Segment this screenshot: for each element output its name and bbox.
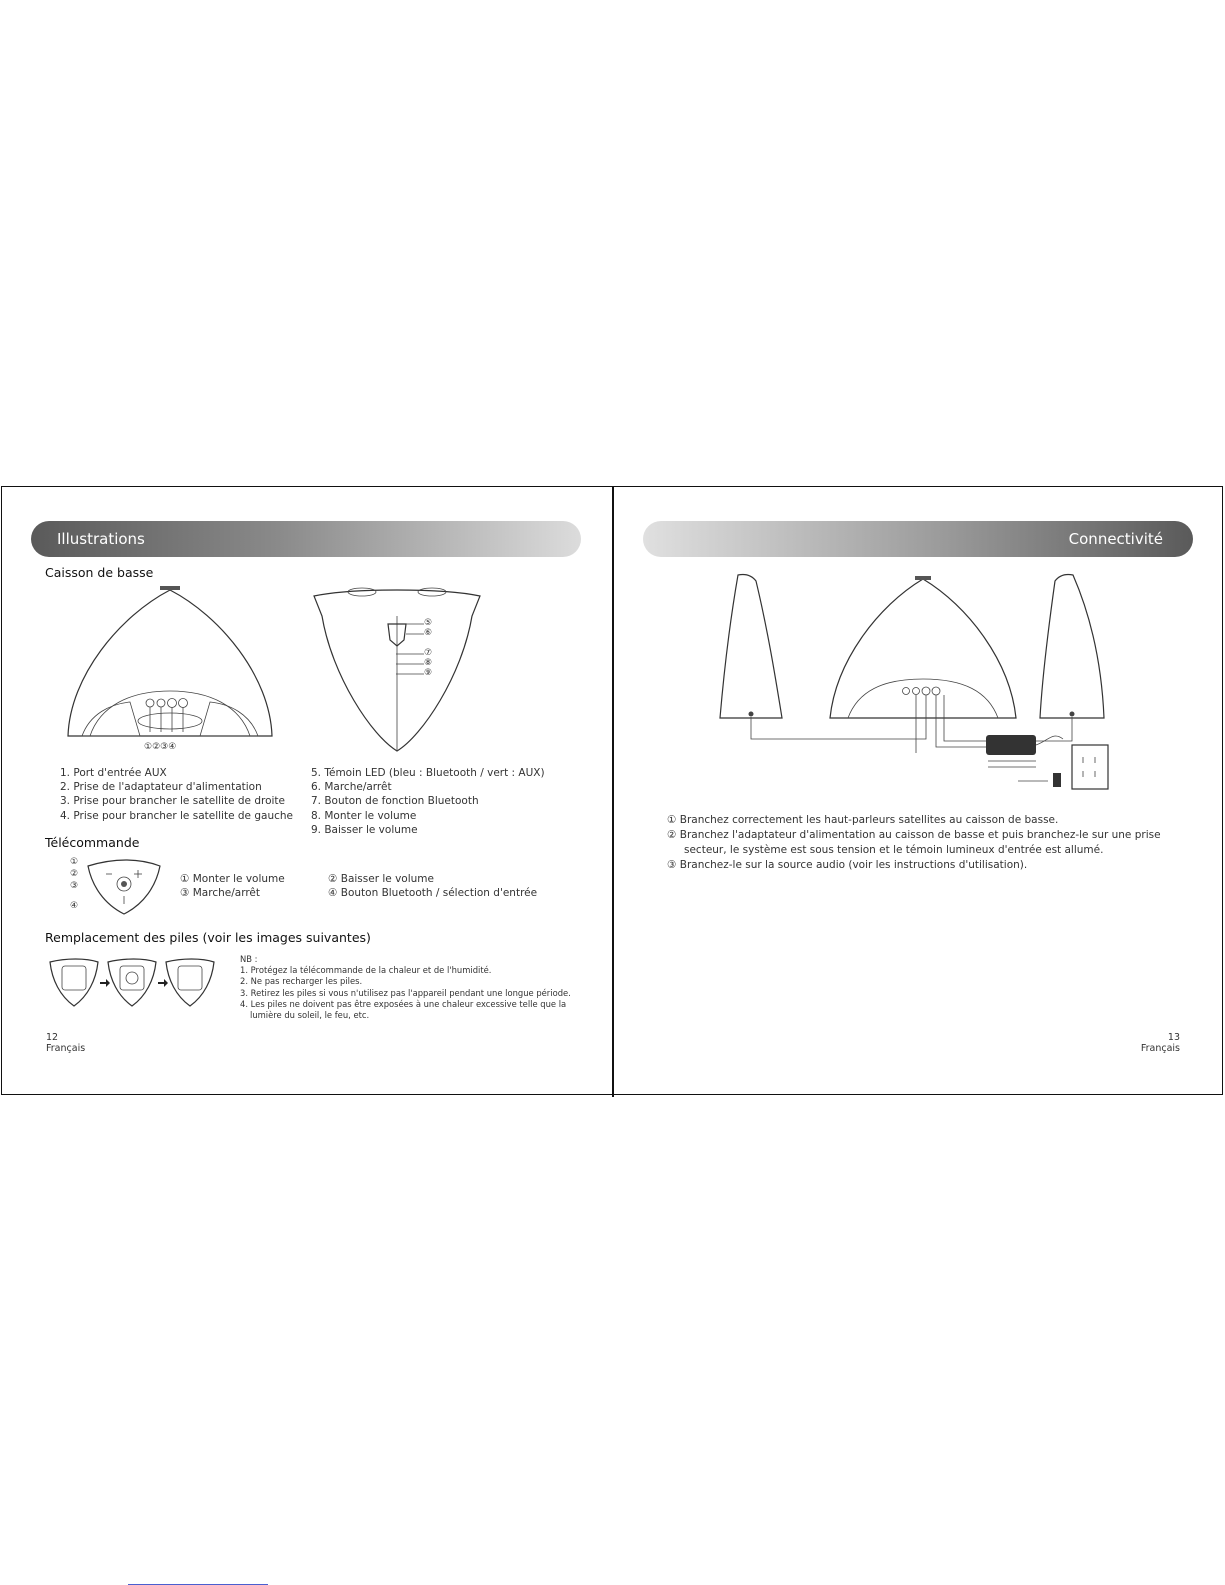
list-item: 8. Monter le volume — [311, 809, 417, 822]
side-callout: ⑧ — [424, 658, 433, 668]
list-item: 2. Prise de l'adaptateur d'alimentation — [60, 781, 262, 794]
list-item: 2. Ne pas recharger les piles. — [240, 976, 363, 987]
remote-label-4: ④ Bouton Bluetooth / sélection d'entrée — [328, 887, 538, 899]
language-label-left: Français — [46, 1043, 86, 1054]
remote-callout: ② — [70, 869, 79, 879]
subwoofer-side-illustration — [312, 586, 482, 754]
battery-notes — [240, 954, 571, 1021]
illustrations-banner: Illustrations — [31, 521, 581, 557]
page-number-right: 13 — [1167, 1032, 1180, 1043]
connectivity-illustration — [718, 571, 1118, 796]
list-item: ② Branchez l'adaptateur d'alimentation au caisson de basse et puis branchez-le sur une prise — [667, 829, 1161, 841]
language-label-right: Français — [1140, 1043, 1180, 1054]
side-callout: ⑦ — [424, 648, 433, 658]
battery-heading: Remplacement des piles (voir les images suivantes) — [45, 930, 371, 945]
list-item: 9. Baisser le volume — [311, 823, 418, 836]
list-item: ① Branchez correctement les haut-parleurs satellites au caisson de basse. — [667, 814, 1059, 826]
list-item: 4. Les piles ne doivent pas être exposées à une chaleur excessive telle que la — [240, 998, 567, 1009]
list-item: 6. Marche/arrêt — [311, 781, 392, 794]
remote-label-1: ① Monter le volume — [180, 873, 285, 885]
list-item: 4. Prise pour brancher le satellite de gauche — [60, 809, 293, 822]
list-item: 7. Bouton de fonction Bluetooth — [311, 795, 479, 808]
list-item: 3. Prise pour brancher le satellite de droite — [60, 795, 286, 808]
list-item: lumière du soleil, le feu, etc. — [250, 1010, 370, 1021]
remote-callout: ③ — [70, 881, 79, 891]
list-item: 5. Témoin LED (bleu : Bluetooth / vert : AUX) — [311, 767, 545, 779]
subwoofer-heading: Caisson de basse — [45, 565, 154, 580]
subwoofer-callout: ③ — [160, 742, 169, 752]
remote-label-3: ③ Marche/arrêt — [180, 887, 260, 899]
connectivity-banner: Connectivité — [643, 521, 1193, 557]
remote-illustration — [84, 856, 164, 916]
page-divider — [612, 486, 614, 1097]
list-item: 3. Retirez les piles si vous n'utilisez pas l'appareil pendant une longue période. — [240, 987, 571, 998]
side-callout: ⑤ — [424, 618, 433, 628]
list-item: NB : — [240, 954, 258, 964]
connectivity-steps — [667, 813, 1161, 873]
page-number-left: 12 — [46, 1032, 59, 1043]
remote-callout: ① — [70, 857, 79, 867]
side-callout: ⑥ — [424, 628, 433, 638]
ports-list — [60, 766, 293, 823]
list-item: 1. Port d'entrée AUX — [60, 767, 167, 779]
remote-label-2: ② Baisser le volume — [328, 873, 434, 885]
battery-replacement-illustration — [46, 956, 226, 1012]
list-item: ③ Branchez-le sur la source audio (voir les instructions d'utilisation). — [667, 859, 1028, 871]
remote-callout: ④ — [70, 901, 79, 911]
manual-spread — [0, 486, 1225, 1097]
controls-list — [311, 766, 545, 837]
list-item: 1. Protégez la télécommande de la chaleur et de l'humidité. — [240, 965, 492, 976]
subwoofer-callout: ② — [152, 742, 161, 752]
subwoofer-front-illustration — [60, 586, 280, 751]
remote-heading: Télécommande — [45, 835, 140, 850]
subwoofer-callout: ① — [144, 742, 153, 752]
subwoofer-callout: ④ — [168, 742, 177, 752]
side-callout: ⑨ — [424, 668, 433, 678]
list-item: secteur, le système est sous tension et le témoin lumineux d'entrée est allumé. — [684, 844, 1104, 856]
